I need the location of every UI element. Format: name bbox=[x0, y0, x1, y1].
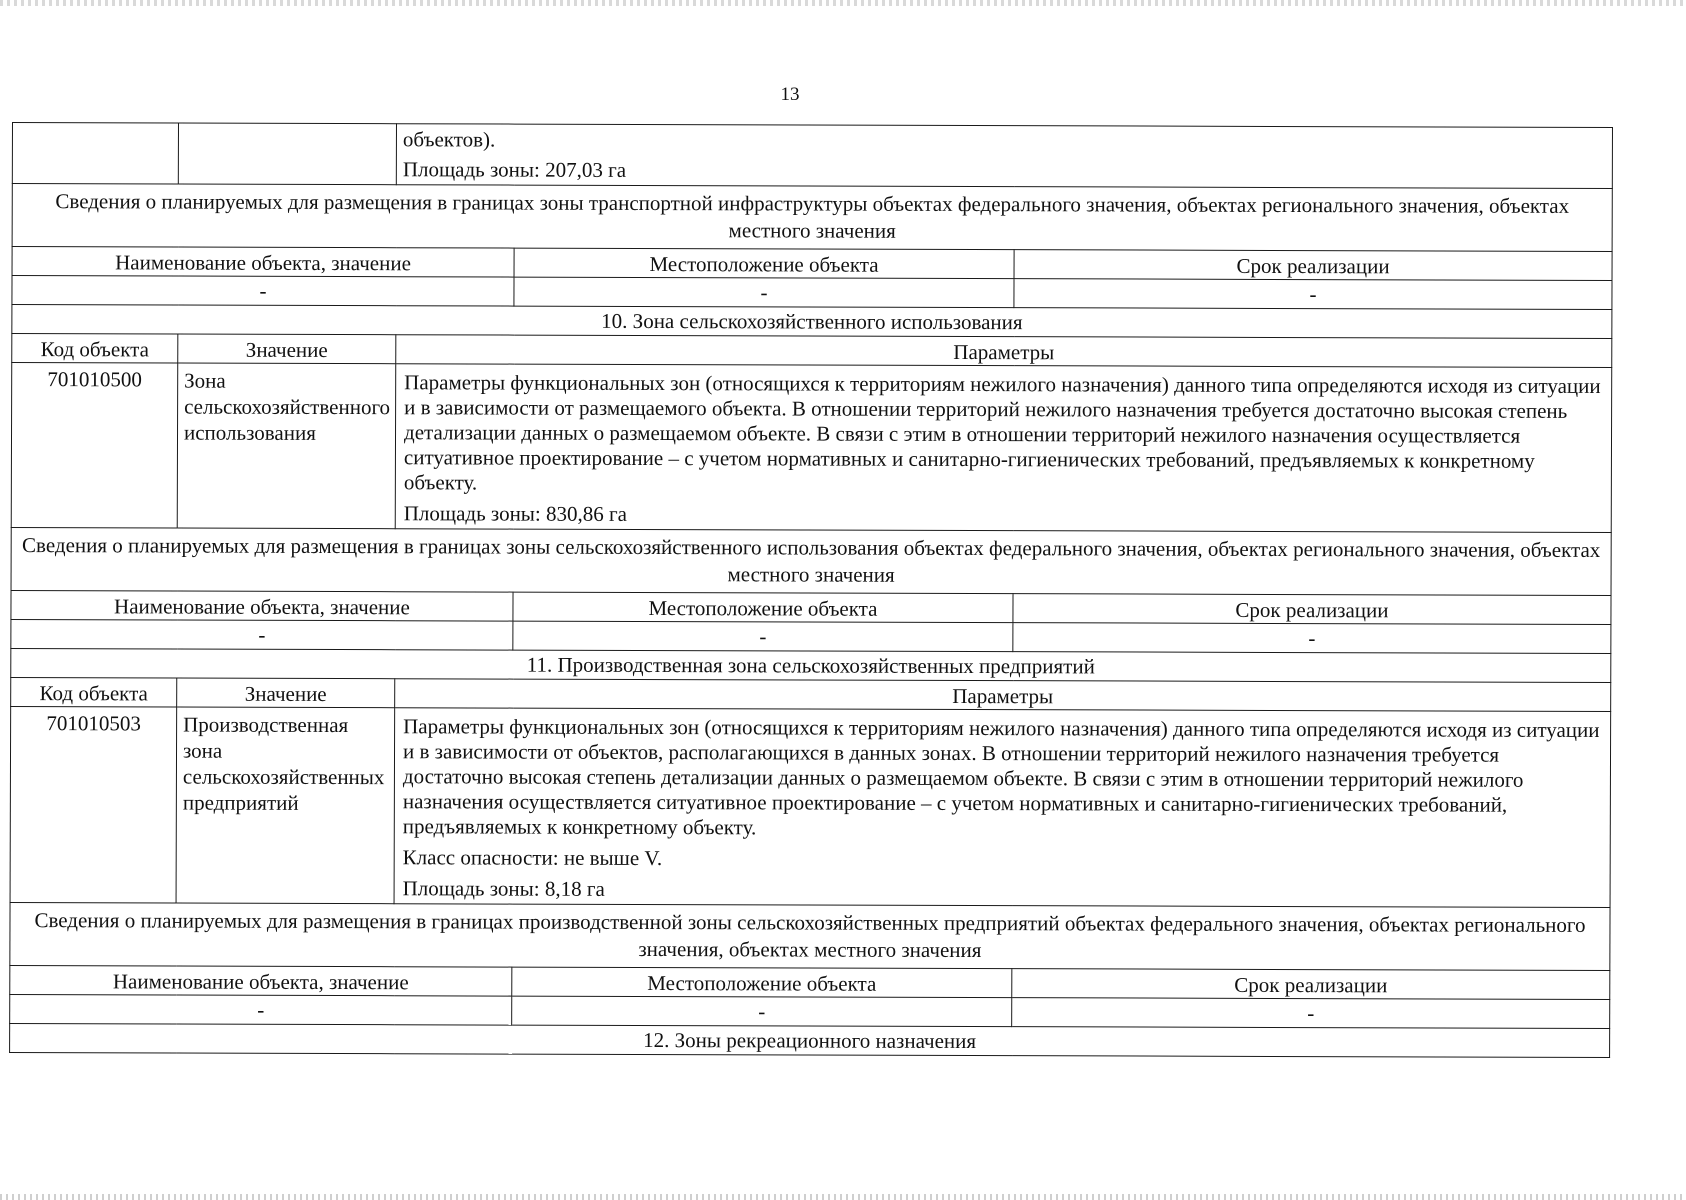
zone10-params bbox=[395, 364, 1612, 533]
header-code: Код объекта bbox=[12, 334, 178, 364]
zone10-info-title-row bbox=[11, 527, 1611, 595]
zone11-params-text: Параметры функциональных зон (относящихся к территориям нежилого назначения) данного типа определяются исходя из ситуации и в зависимости от объектов, располагающихся в данных зонах. В отношении территорий нежилого назначения требуется достаточно высокая степень детализации данных о размещаемом объекте. В связи с этим в отношении территорий нежилого назначения осуществляется ситуативное проектирование – с учетом нормативных и санитарно-гигиенических требований, предъявляемых к конкретному объекту. bbox=[402, 714, 1600, 840]
continuation-params-cell bbox=[396, 124, 1612, 189]
header-deadline: Срок реализации bbox=[1012, 969, 1610, 1000]
zone11-header-row bbox=[11, 677, 1611, 711]
zone10-info-header-row bbox=[11, 590, 1611, 624]
header-code: Код объекта bbox=[11, 677, 177, 707]
zone12-title-row bbox=[10, 1023, 1610, 1057]
header-location: Местоположение объекта bbox=[514, 248, 1014, 279]
continuation-text: объектов). bbox=[402, 127, 496, 152]
transport-info-title: Сведения о планируемых для размещения в границах зоны транспортной инфраструктуры объектах федерального значения, объектах регионального значения, объектах местного значения bbox=[12, 184, 1612, 252]
zone11-title: 11. Производственная зона сельскохозяйственных предприятий bbox=[11, 648, 1611, 682]
header-deadline: Срок реализации bbox=[1014, 250, 1612, 281]
zone10-code: 701010500 bbox=[11, 363, 178, 529]
zone11-code: 701010503 bbox=[10, 706, 177, 903]
zone10-params-text: Параметры функциональных зон (относящихся к территориям нежилого назначения) данного типа определяются исходя из ситуации и в зависимости от размещаемого объекта. В отношении территорий нежилого назначения требуется достаточно высокая степень детализации данных о размещаемом объекте. В связи с этим в отношении территорий нежилого назначения осуществляется ситуативное проектирование – с учетом нормативных и санитарно-гигиенических требований, предъявляемых к конкретному объекту. bbox=[403, 370, 1601, 495]
zone10-area: Площадь зоны: 830,86 га bbox=[403, 501, 627, 526]
header-object-name: Наименование объекта, значение bbox=[12, 247, 514, 278]
cell-location: - bbox=[513, 621, 1013, 652]
cell-deadline: - bbox=[1013, 623, 1611, 654]
header-location: Местоположение объекта bbox=[512, 967, 1012, 998]
transport-info-header-row bbox=[12, 247, 1612, 281]
header-object-name: Наименование объекта, значение bbox=[10, 965, 512, 996]
page-number: 13 bbox=[780, 84, 800, 105]
cell-deadline: - bbox=[1012, 998, 1610, 1029]
cell-location: - bbox=[514, 277, 1014, 308]
cell-object-name: - bbox=[10, 994, 512, 1025]
zones-table bbox=[9, 122, 1613, 1058]
zone11-info-header-row bbox=[10, 965, 1610, 999]
header-meaning: Значение bbox=[177, 678, 395, 708]
continuation-area: Площадь зоны: 207,03 га bbox=[402, 157, 627, 182]
scan-edge-top bbox=[0, 0, 1686, 6]
zone11-meaning: Производственная зона сельскохозяйственных предприятий bbox=[176, 707, 395, 904]
zone10-data-row bbox=[11, 363, 1612, 533]
header-deadline: Срок реализации bbox=[1013, 594, 1611, 625]
cell-object-name: - bbox=[12, 276, 514, 307]
continuation-code-cell bbox=[12, 123, 178, 185]
continuation-meaning-cell bbox=[178, 123, 396, 185]
cell-deadline: - bbox=[1014, 279, 1612, 310]
zone11-area: Площадь зоны: 8,18 га bbox=[402, 876, 605, 901]
zone11-info-title: Сведения о планируемых для размещения в границах производственной зоны сельскохозяйственных предприятий объектах федерального значения, объектах регионального значения, объектах местного значения bbox=[10, 902, 1610, 970]
header-meaning: Значение bbox=[178, 334, 396, 364]
header-location: Местоположение объекта bbox=[513, 592, 1013, 623]
zone10-header-row bbox=[12, 334, 1612, 368]
zone11-params bbox=[394, 708, 1611, 908]
header-params: Параметры bbox=[395, 679, 1611, 712]
continuation-row bbox=[12, 123, 1612, 189]
zone10-title: 10. Зона сельскохозяйственного использования bbox=[12, 305, 1612, 339]
zone10-meaning: Зона сельскохозяйственного использования bbox=[177, 363, 396, 529]
header-object-name: Наименование объекта, значение bbox=[11, 590, 513, 621]
transport-info-title-row bbox=[12, 184, 1612, 252]
header-params: Параметры bbox=[396, 335, 1612, 368]
cell-location: - bbox=[512, 996, 1012, 1027]
zone12-title: 12. Зоны рекреационного назначения bbox=[10, 1023, 1610, 1057]
zone11-info-title-row bbox=[10, 902, 1610, 970]
zone11-hazard: Класс опасности: не выше V. bbox=[402, 845, 663, 871]
zone11-data-row bbox=[10, 706, 1611, 907]
zone10-info-title: Сведения о планируемых для размещения в границах зоны сельскохозяйственного использования объектах федерального значения, объектах регионального значения, объектах местного значения bbox=[11, 527, 1611, 595]
cell-object-name: - bbox=[11, 619, 513, 650]
scan-edge-bottom bbox=[0, 1194, 1686, 1200]
